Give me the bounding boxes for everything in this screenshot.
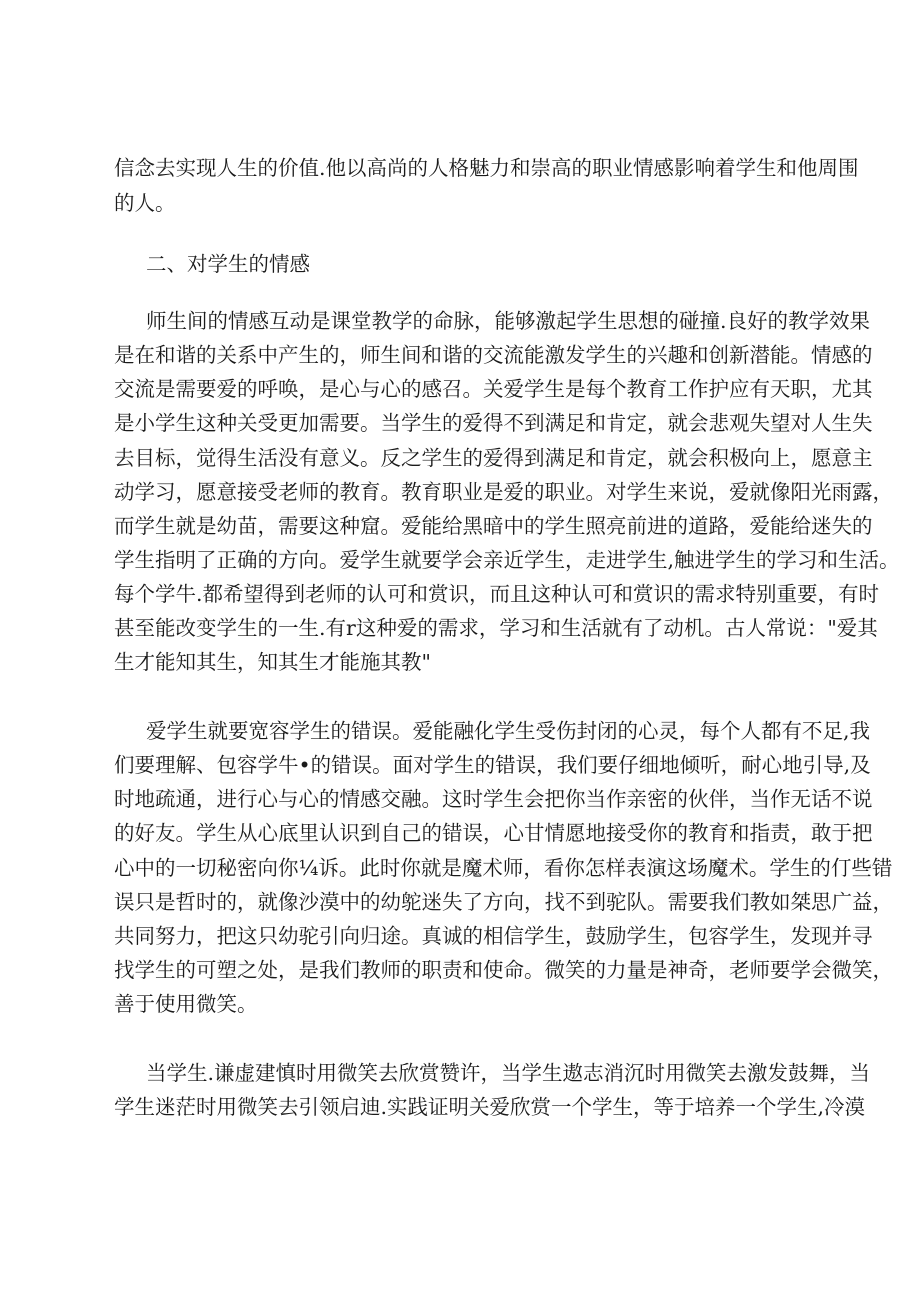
paragraph-line: 信念去实现人生的价值.他以高尚的人格魅力和崇高的职业情感影响着学生和他周围 [114, 156, 859, 180]
paragraph-line: 的人。 [114, 191, 176, 215]
paragraph-line: 而学生就是幼苗，需要这种窟。爱能给黑暗中的学生照亮前进的道路，爱能给迷失的 [114, 514, 873, 538]
paragraph-line: 生才能知其生，知其生才能施其教" [114, 650, 431, 674]
paragraph-line: 每个学牛.都希望得到老师的认可和赏识，而且这种认可和赏识的需求特别重要，有时 [114, 582, 880, 606]
paragraph-line: 师生间的情感互动是课堂教学的命脉，能够激起学生思想的碰撞.良好的教学效果 [146, 309, 871, 333]
paragraph-line: 去目标，觉得生活没有意义。反之学生的爱得到满足和肯定，就会积极向上，愿意主 [114, 446, 873, 470]
paragraph-line: 的好友。学生从心底里认识到自己的错误，心甘情愿地接受你的教育和指责，敢于把 [114, 821, 873, 845]
paragraph-line: 是小学生这种关受更加需要。当学生的爱得不到满足和肯定，就会悲观失望对人生失 [114, 411, 873, 435]
paragraph-line: 心中的一切秘密向你¼诉。此时你就是魔术师，看你怎样表演这场魔术。学生的仃些错 [114, 856, 893, 880]
section-heading: 二、对学生的情感 [146, 252, 310, 276]
paragraph-line: 动学习，愿意接受老师的教育。教育职业是爱的职业。对学生来说，爱就像阳光雨露， [114, 480, 893, 504]
paragraph-line: 误只是哲时的，就像沙漠中的幼鸵迷失了方向，找不到驼队。需要我们教如桀思广益， [114, 890, 893, 914]
paragraph-line: 时地疏通，进行心与心的情感交融。这时学生会把你当作亲密的伙伴，当作无话不说 [114, 787, 873, 811]
paragraph-line: 学生指明了正确的方向。爱学生就要学会亲近学生，走进学生,触进学生的学习和生活。 [114, 548, 900, 572]
paragraph-line: 是在和谐的关系中产生的，师生间和谐的交流能激发学生的兴趣和创新潜能。情感的 [114, 343, 873, 367]
paragraph-line: 学生迷茫时用微笑去引领启迪.实践证明关爱欣赏一个学生，等于培养一个学生,冷漠 [114, 1095, 866, 1119]
paragraph-line: 爱学生就要宽容学生的错误。爱能融化学生受伤封闭的心灵，每个人都有不足,我 [146, 719, 871, 743]
paragraph-line: 善于使用微笑。 [114, 992, 258, 1016]
paragraph-line: 当学生.谦虚建慎时用微笑去欣赏赞许，当学生遨志消沉时用微笑去激发鼓舞，当 [146, 1061, 871, 1085]
paragraph-line: 共同努力，把这只幼驼引向归途。真诚的相信学生，鼓励学生，包容学生，发现并寻 [114, 924, 873, 948]
paragraph-line: 甚至能改变学生的一生.有r这种爱的需求，学习和生活就有了动机。古人常说："爱其 [114, 616, 878, 640]
paragraph-line: 们要理解、包容学牛•的错误。面对学生的错误，我们要仔细地倾听，耐心地引导,及 [114, 753, 871, 777]
paragraph-line: 找学生的可塑之处，是我们教师的职责和使命。微笑的力量是神奇，老师要学会微笑， [114, 958, 893, 982]
paragraph-line: 交流是需要爱的呼唤，是心与心的感召。关爱学生是每个教育工作护应有天职，尤其 [114, 377, 873, 401]
